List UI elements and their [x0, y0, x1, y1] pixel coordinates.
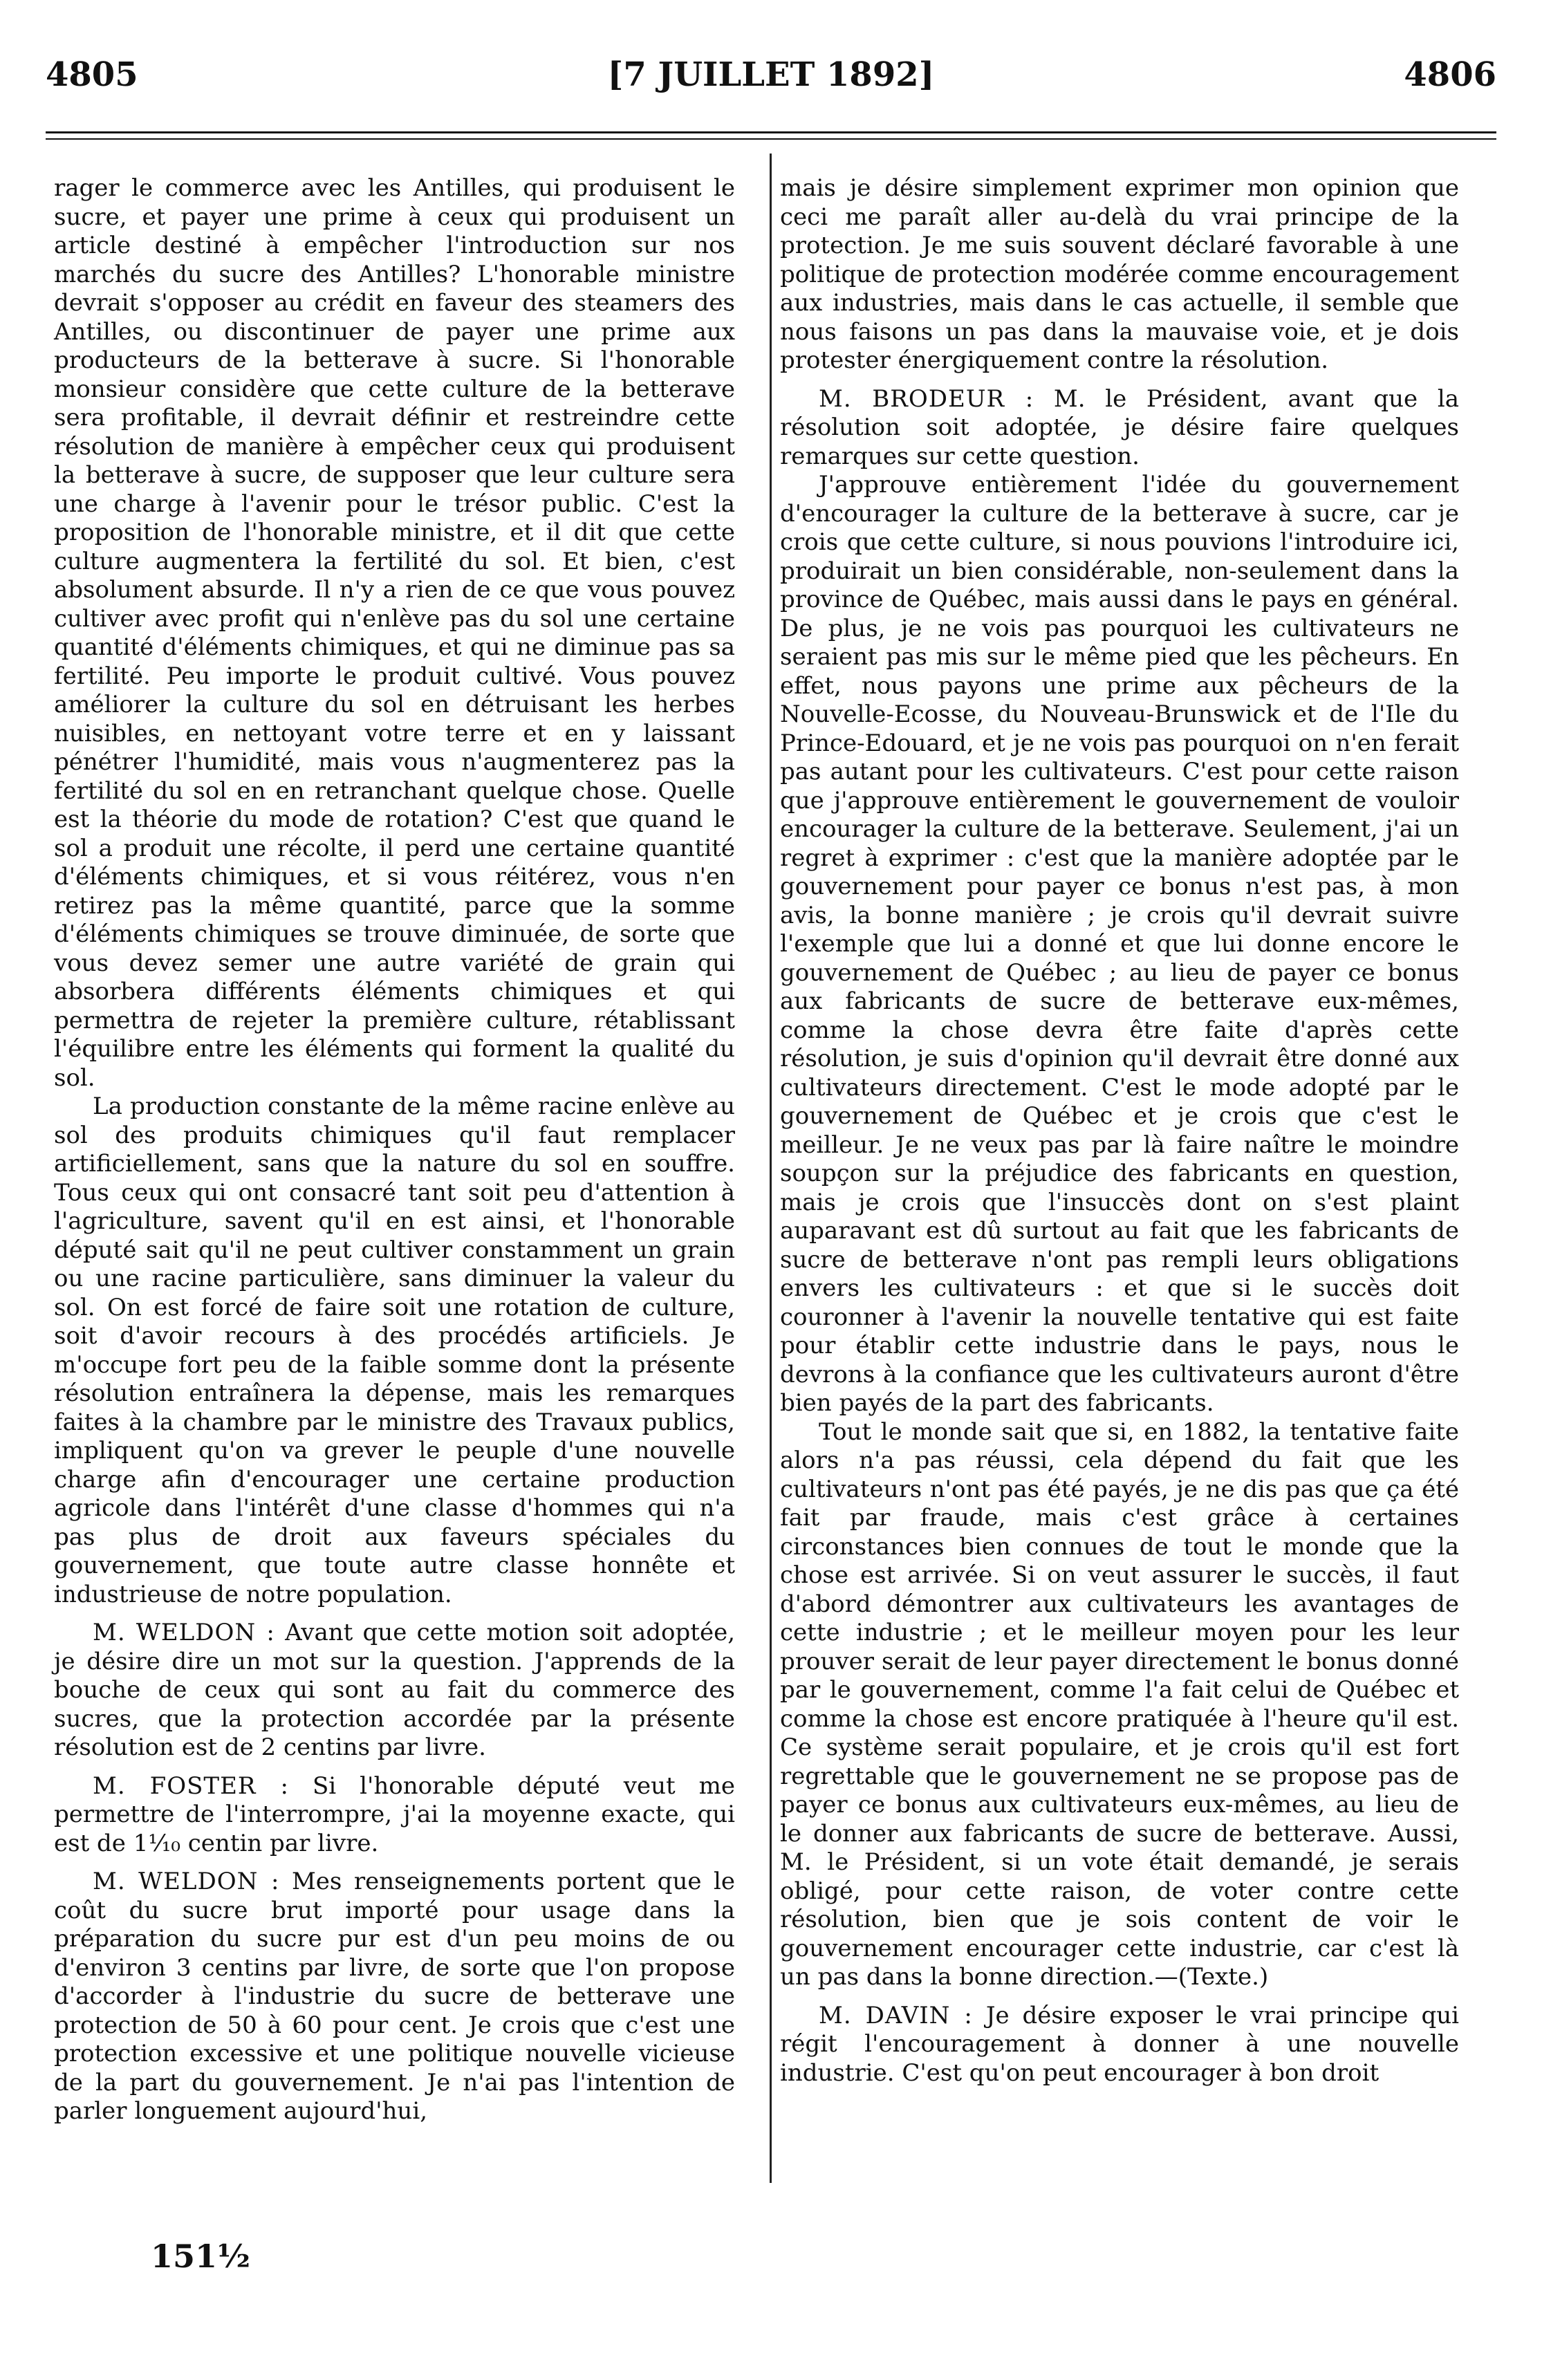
- speech-text: Mes renseignements portent que le coût du sucre brut importé pour usage dans la préparation du sucre pur est d'un peu moins de ou d'environ 3 centins par livre, de sorte que l'on propose d'accorder à l'industrie du sucre de betterave une protection de 50 à 60 pour cent. Je crois que c'est une protection excessive et une politique nouvelle vicieuse de la part du gouvernement. Je n'ai pas l'intention de parler longuement aujourd'hui,: [54, 1868, 736, 2125]
- header-rule-top: [46, 131, 1496, 133]
- speech-text: M. le Président, avant que la résolution soit adoptée, je désire faire quelques remarques sur cette question.: [780, 384, 1460, 470]
- speaker-name: M. FOSTER :: [93, 1772, 289, 1800]
- signature-mark: 151½: [151, 2238, 250, 2275]
- page-header: [46, 48, 1496, 97]
- speech-text: Avant que cette motion soit adoptée, je désire dire un mot sur la question. J'apprends de la bouche de ceux qui sont au fait du commerce des sucres, que la protection accordée par la présente résolution est de 2 centins par livre.: [54, 1619, 736, 1761]
- column-divider: [770, 154, 772, 2183]
- speech-text: Si l'honorable député veut me permettre de l'interrompre, j'ai la moyenne exacte, qui est de 1⅒ centin par livre.: [54, 1772, 735, 1857]
- speech-paragraph: [780, 2002, 1459, 2088]
- speaker-name: M. BRODEUR :: [819, 384, 1034, 413]
- left-column: [54, 174, 735, 2126]
- page-number-left: 4805: [46, 55, 138, 94]
- speech-paragraph: [54, 1619, 735, 1763]
- speech-paragraph: [54, 1772, 735, 1859]
- paragraph: rager le commerce avec les Antilles, qui produisent le sucre, et payer une prime à ceux qui produisent un article destiné à empêcher l'introduction sur nos marchés du sucre des Antilles? L'honorable ministre devrait s'opposer au crédit en faveur des steamers des Antilles, ou discontinuer de payer une prime aux producteurs de la betterave à sucre. Si l'honorable monsieur considère que cette culture de la betterave sera profitable, il devrait définir et restreindre cette résolution de manière à empêcher ceux qui produisent la betterave à sucre, de supposer que leur culture sera une charge à l'avenir pour le trésor public. C'est la proposition de l'honorable ministre, et il dit que cette culture augmentera la fertilité du sol. Et bien, c'est absolument absurde. Il n'y a rien de ce que vous pouvez cultiver avec profit qui n'enlève pas du sol une certaine quantité d'éléments chimiques, et qui ne diminue pas sa fertilité. Peu importe le produit cultivé. Vous pouvez améliorer la culture du sol en détruisant les herbes nuisibles, en nettoyant votre terre et en y laissant pénétrer l'humidité, mais vous n'augmenterez pas la fertilité du sol en en retranchant quelque chose. Quelle est la théorie du mode de rotation? C'est que quand le sol a produit une récolte, il perd une certaine quantité d'éléments chimiques, et si vous réitérez, vous n'en retirez pas la même quantité, parce que la somme d'éléments chimiques se trouve diminuée, de sorte que vous devez semer une autre variété de grain qui absorbera différents éléments chimiques et qui permettra de rejeter la première culture, rétablissant l'équilibre entre les éléments qui forment la qualité du sol.: [54, 174, 735, 1092]
- header-rule-bottom: [46, 138, 1496, 140]
- speech-paragraph: [780, 385, 1459, 472]
- speaker-name: M. WELDON :: [93, 1619, 275, 1646]
- paragraph: Tout le monde sait que si, en 1882, la tentative faite alors n'a pas réussi, cela dépend du fait que les cultivateurs n'ont pas été payés, je ne dis pas que ça été fait par fraude, mais c'est grâce à certaines circonstances bien connues de tout le monde que la chose est arrivée. Si on veut assurer le succès, il faut d'abord démontrer aux cultivateurs les avantages de cette industrie ; et le meilleur moyen pour les leur prouver serait de leur payer directement le bonus donné par le gouvernement, comme l'a fait celui de Québec et comme la chose est encore pratiquée à l'heure qu'il est. Ce système serait populaire, et je crois qu'il est fort regrettable que le gouvernement ne se propose pas de payer ce bonus aux cultivateurs eux-mêmes, au lieu de le donner aux fabricants de sucre de betterave. Aussi, M. le Président, si un vote était demandé, je serais obligé, pour cette raison, de voter contre cette résolution, bien que je sois content de voir le gouvernement encourager cette industrie, car c'est là un pas dans la bonne direction.—(Texte.): [780, 1417, 1459, 1991]
- header-date: [7 JUILLET 1892]: [607, 55, 935, 94]
- paragraph: La production constante de la même racine enlève au sol des produits chimiques qu'il faut remplacer artificiellement, sans que la nature du sol en souffre. Tous ceux qui ont consacré tant soit peu d'attention à l'agriculture, savent qu'il en est ainsi, et l'honorable député sait qu'il ne peut cultiver constamment un grain ou une racine particulière, sans diminuer la valeur du sol. On est forcé de faire soit une rotation de culture, soit d'avoir recours à des procédés artificiels. Je m'occupe fort peu de la faible somme dont la présente résolution entraînera la dépense, mais les remarques faites à la chambre par le ministre des Travaux publics, impliquent qu'on va grever le peuple d'une nouvelle charge afin d'encourager une certaine production agricole dans l'intérêt d'une classe d'hommes qui n'a pas plus de droit aux faveurs spéciales du gouvernement, que toute autre classe honnête et industrieuse de notre population.: [54, 1093, 735, 1608]
- speech-paragraph: [54, 1868, 735, 2126]
- paragraph: mais je désire simplement exprimer mon opinion que ceci me paraît aller au-delà du vrai principe de la protection. Je me suis souvent déclaré favorable à une politique de protection modérée comme encouragement aux industries, mais dans le cas actuelle, il semble que nous faisons un pas dans la mauvaise voie, et je dois protester énergiquement contre la résolution.: [780, 174, 1459, 374]
- speech-text: Je désire exposer le vrai principe qui régit l'encouragement à donner à une nouvelle industrie. C'est qu'on peut encourager à bon droit: [780, 2001, 1460, 2087]
- page-number-right: 4806: [1404, 55, 1496, 94]
- speaker-name: M. WELDON :: [93, 1868, 280, 1895]
- right-column: [780, 174, 1459, 2088]
- paragraph: J'approuve entièrement l'idée du gouvernement d'encourager la culture de la betterave à sucre, car je crois que cette culture, si nous pouvions l'introduire ici, produirait un bien considérable, non-seulement dans la province de Québec, mais aussi dans le pays en général. De plus, je ne vois pas pourquoi les cultivateurs ne seraient pas mis sur le même pied que les pêcheurs. En effet, nous payons une prime aux pêcheurs de la Nouvelle-Ecosse, du Nouveau-Brunswick et de l'Ile du Prince-Edouard, et je ne vois pas pourquoi on n'en ferait pas autant pour les cultivateurs. C'est pour cette raison que j'approuve entièrement le gouvernement de vouloir encourager la culture de la betterave. Seulement, j'ai un regret à exprimer : c'est que la manière adoptée par le gouvernement pour payer ce bonus n'est pas, à mon avis, la bonne manière ; je crois qu'il devrait suivre l'exemple que lui a donné et que lui donne encore le gouvernement de Québec ; au lieu de payer ce bonus aux fabricants de sucre de betterave eux-mêmes, comme la chose devra être faite d'après cette résolution, je suis d'opinion qu'il devrait être donné aux cultivateurs directement. C'est le mode adopté par le gouvernement de Québec et je crois que c'est le meilleur. Je ne veux pas par là faire naître le moindre soupçon sur la préjudice des fabricants en question, mais je crois que l'insuccès dont on s'est plaint auparavant est dû surtout au fait que les fabricants de sucre de betterave n'ont pas rempli leurs obligations envers les cultivateurs : et que si le succès doit couronner à l'avenir la nouvelle tentative qui est faite pour établir cette industrie dans le pays, nous le devrons à la confiance que les cultivateurs auront d'être bien payés de la part des fabricants.: [780, 471, 1459, 1417]
- speaker-name: M. DAVIN :: [819, 2001, 973, 2029]
